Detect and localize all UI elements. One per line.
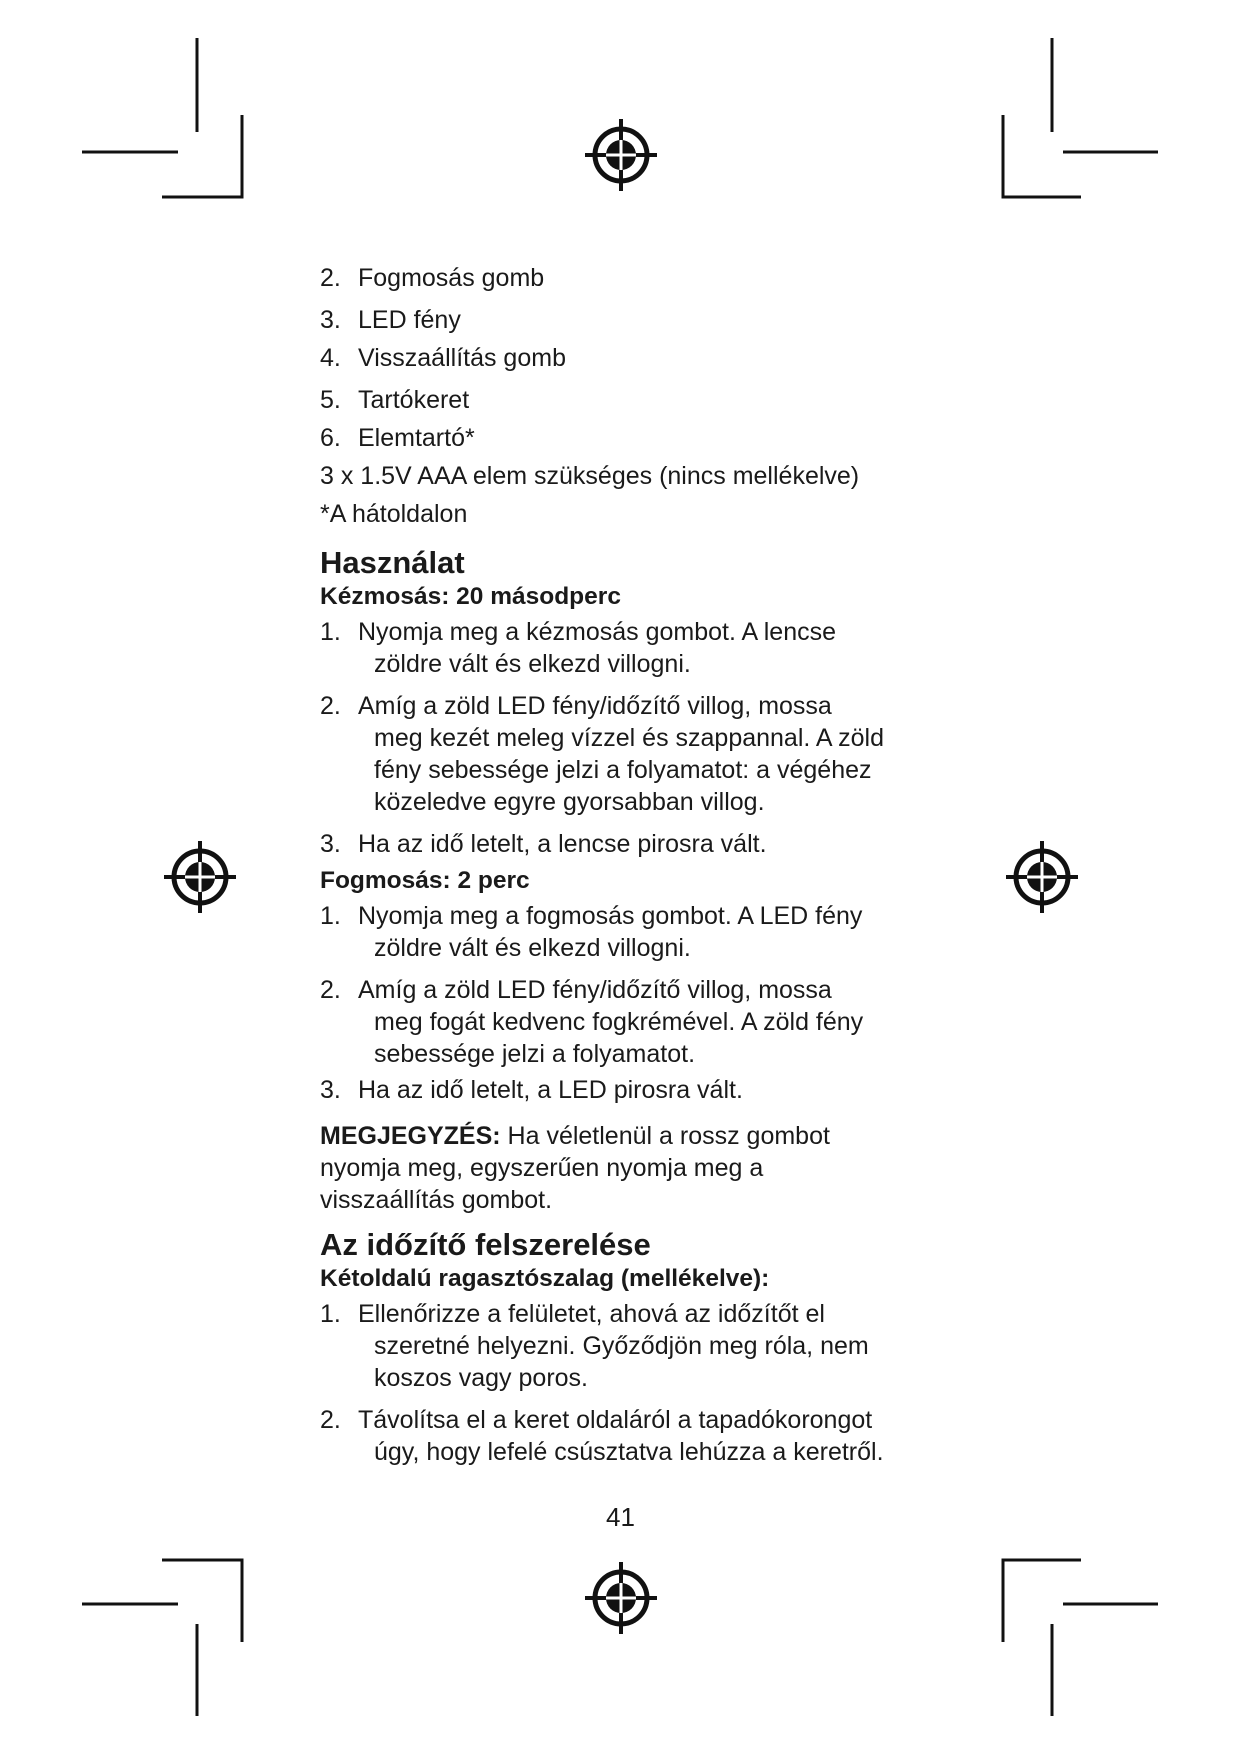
mounting-steps	[320, 1298, 960, 1468]
handwash-steps	[320, 616, 960, 860]
page-content	[320, 262, 960, 1468]
list-item: 2. Távolítsa el a keret oldaláról a tapadókorongot úgy, hogy lefelé csúsztatva lehúzza a keretről.	[320, 1406, 884, 1466]
list-item: 1. Ellenőrizze a felületet, ahová az időzítőt el szeretné helyezni. Győződjön meg róla, nem koszos vagy poros.	[320, 1300, 869, 1392]
note-label: MEGJEGYZÉS:	[320, 1122, 501, 1150]
back-note: *A hátoldalon	[320, 500, 468, 528]
parts-list-item: 4. Visszaállítás gomb	[320, 344, 566, 372]
parts-list-item: 5. Tartókeret	[320, 386, 470, 414]
handwash-subheading: Kézmosás: 20 másodperc	[320, 583, 621, 610]
usage-heading: Használat	[320, 545, 465, 580]
parts-list-item: 3. LED fény	[320, 306, 461, 334]
list-item: 2. Amíg a zöld LED fény/időzítő villog, mossa meg fogát kedvenc fogkrémével. A zöld fény sebessége jelzi a folyamatot.	[320, 976, 864, 1068]
list-item: 2. Amíg a zöld LED fény/időzítő villog, mossa meg kezét meleg vízzel és szappannal. A zöld fény sebessége jelzi a folyamatot: a végéhez közeledve egyre gyorsabban villog.	[320, 692, 885, 816]
registration-mark-left	[164, 841, 236, 913]
registration-mark-bottom	[585, 1562, 657, 1634]
list-item: 1. Nyomja meg a fogmosás gombot. A LED fény zöldre vált és elkezd villogni.	[320, 902, 863, 962]
list-item: 3. Ha az idő letelt, a lencse pirosra vált.	[320, 830, 767, 858]
toothbrush-steps	[320, 900, 960, 1106]
registration-mark-right	[1006, 841, 1078, 913]
parts-list-item: 6. Elemtartó*	[320, 424, 475, 452]
note-paragraph: MEGJEGYZÉS: Ha véletlenül a rossz gombot nyomja meg, egyszerűen nyomja meg a visszaállítás gombot.	[320, 1122, 830, 1214]
parts-list	[320, 262, 960, 530]
toothbrush-subheading: Fogmosás: 2 perc	[320, 867, 530, 894]
parts-list-item: 2. Fogmosás gomb	[320, 264, 545, 292]
mounting-heading: Az időzítő felszerelése	[320, 1227, 651, 1262]
battery-note: 3 x 1.5V AAA elem szükséges (nincs mellékelve)	[320, 462, 860, 490]
list-item: 3. Ha az idő letelt, a LED pirosra vált.	[320, 1076, 743, 1104]
page-number: 41	[606, 1502, 635, 1532]
mounting-subheading: Kétoldalú ragasztószalag (mellékelve):	[320, 1265, 770, 1292]
list-item: 1. Nyomja meg a kézmosás gombot. A lencse zöldre vált és elkezd villogni.	[320, 618, 837, 678]
registration-mark-top	[585, 119, 657, 191]
